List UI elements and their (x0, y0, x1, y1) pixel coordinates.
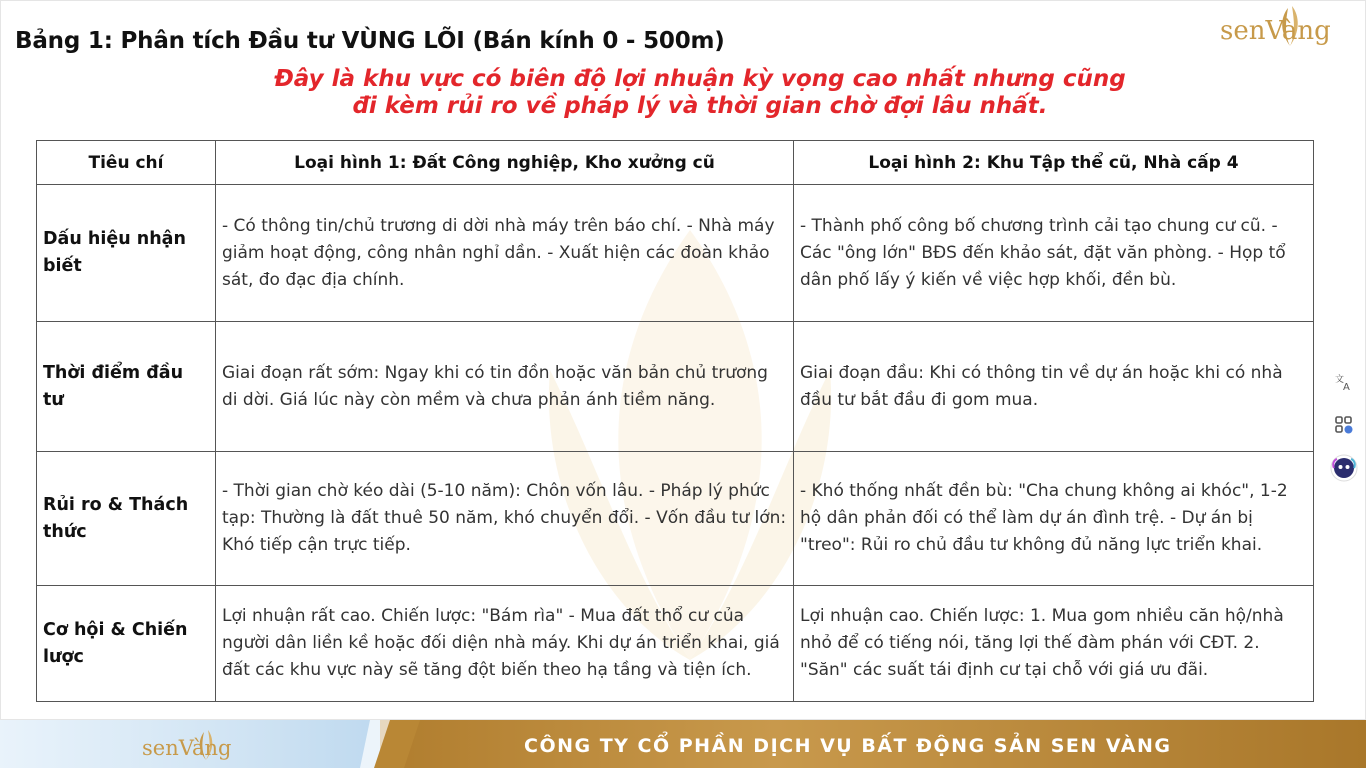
subtitle-line-2: đi kèm rủi ro về pháp lý và thời gian chờ đợi lâu nhất. (352, 93, 1048, 119)
header-criterion: Tiêu chí (37, 141, 216, 185)
type1-cell: - Có thông tin/chủ trương di dời nhà máy trên báo chí. - Nhà máy giảm hoạt động, công nhân nghỉ dần. - Xuất hiện các đoàn khảo sát, đo đạc địa chính. (216, 185, 794, 322)
company-name: CÔNG TY CỔ PHẦN DỊCH VỤ BẤT ĐỘNG SẢN SEN VÀNG (524, 735, 1172, 757)
type1-cell: - Thời gian chờ kéo dài (5-10 năm): Chôn vốn lâu. - Pháp lý phức tạp: Thường là đất thuê 50 năm, khó chuyển đổi. - Vốn đầu tư lớn: Khó tiếp cận trực tiếp. (216, 452, 794, 586)
type2-cell: - Khó thống nhất đền bù: "Cha chung không ai khóc", 1-2 hộ dân phản đối có thể làm dự án đình trệ. - Dự án bị "treo": Rủi ro chủ đầu tư không đủ năng lực triển khai. (794, 452, 1314, 586)
header-type1: Loại hình 1: Đất Công nghiệp, Kho xưởng cũ (216, 141, 794, 185)
svg-text:文: 文 (1335, 375, 1345, 385)
footer-logo (138, 728, 268, 764)
footer-logo-text: senVàng (142, 736, 232, 760)
table-row (37, 322, 1314, 452)
apps-icon[interactable] (1326, 407, 1362, 443)
page-title: Bảng 1: Phân tích Đầu tư VÙNG LÕI (Bán kính 0 - 500m) (15, 28, 725, 54)
type1-cell: Giai đoạn rất sớm: Ngay khi có tin đồn hoặc văn bản chủ trương di dời. Giá lúc này còn mềm và chưa phản ánh tiềm năng. (216, 322, 794, 452)
subtitle (150, 66, 1250, 120)
type2-cell: - Thành phố công bố chương trình cải tạo chung cư cũ. - Các "ông lớn" BĐS đến khảo sát, đặt văn phòng. - Họp tổ dân phố lấy ý kiến về việc hợp khối, đền bù. (794, 185, 1314, 322)
footer-divider-shape (360, 720, 420, 768)
criterion-cell: Thời điểm đầu tư (37, 322, 216, 452)
table-row (37, 586, 1314, 702)
criterion-cell: Cơ hội & Chiến lược (37, 586, 216, 702)
header-type2: Loại hình 2: Khu Tập thể cũ, Nhà cấp 4 (794, 141, 1314, 185)
table-header-row (37, 141, 1314, 185)
svg-text:A: A (1343, 382, 1350, 392)
investment-analysis-table (36, 140, 1314, 702)
table-row (37, 185, 1314, 322)
criterion-cell: Rủi ro & Thách thức (37, 452, 216, 586)
type2-cell: Giai đoạn đầu: Khi có thông tin về dự án hoặc khi có nhà đầu tư bắt đầu đi gom mua. (794, 322, 1314, 452)
sen-vang-logo (1208, 2, 1358, 52)
logo-text: senVàng (1220, 16, 1331, 46)
side-toolbar (1320, 362, 1366, 490)
assistant-icon[interactable] (1326, 450, 1362, 486)
type1-cell: Lợi nhuận rất cao. Chiến lược: "Bám rìa" - Mua đất thổ cư của người dân liền kề hoặc đối diện nhà máy. Khi dự án triển khai, giá đất các khu vực này sẽ tăng đột biến theo hạ tầng và tiện ích. (216, 586, 794, 702)
type2-cell: Lợi nhuận cao. Chiến lược: 1. Mua gom nhiều căn hộ/nhà nhỏ để có tiếng nói, tăng lợi thế đàm phán với CĐT. 2. "Săn" các suất tái định cư tại chỗ với giá ưu đãi. (794, 586, 1314, 702)
table-row (37, 452, 1314, 586)
criterion-cell: Dấu hiệu nhận biết (37, 185, 216, 322)
translate-icon[interactable] (1326, 364, 1362, 400)
subtitle-line-1: Đây là khu vực có biên độ lợi nhuận kỳ vọng cao nhất nhưng cũng (274, 66, 1126, 92)
